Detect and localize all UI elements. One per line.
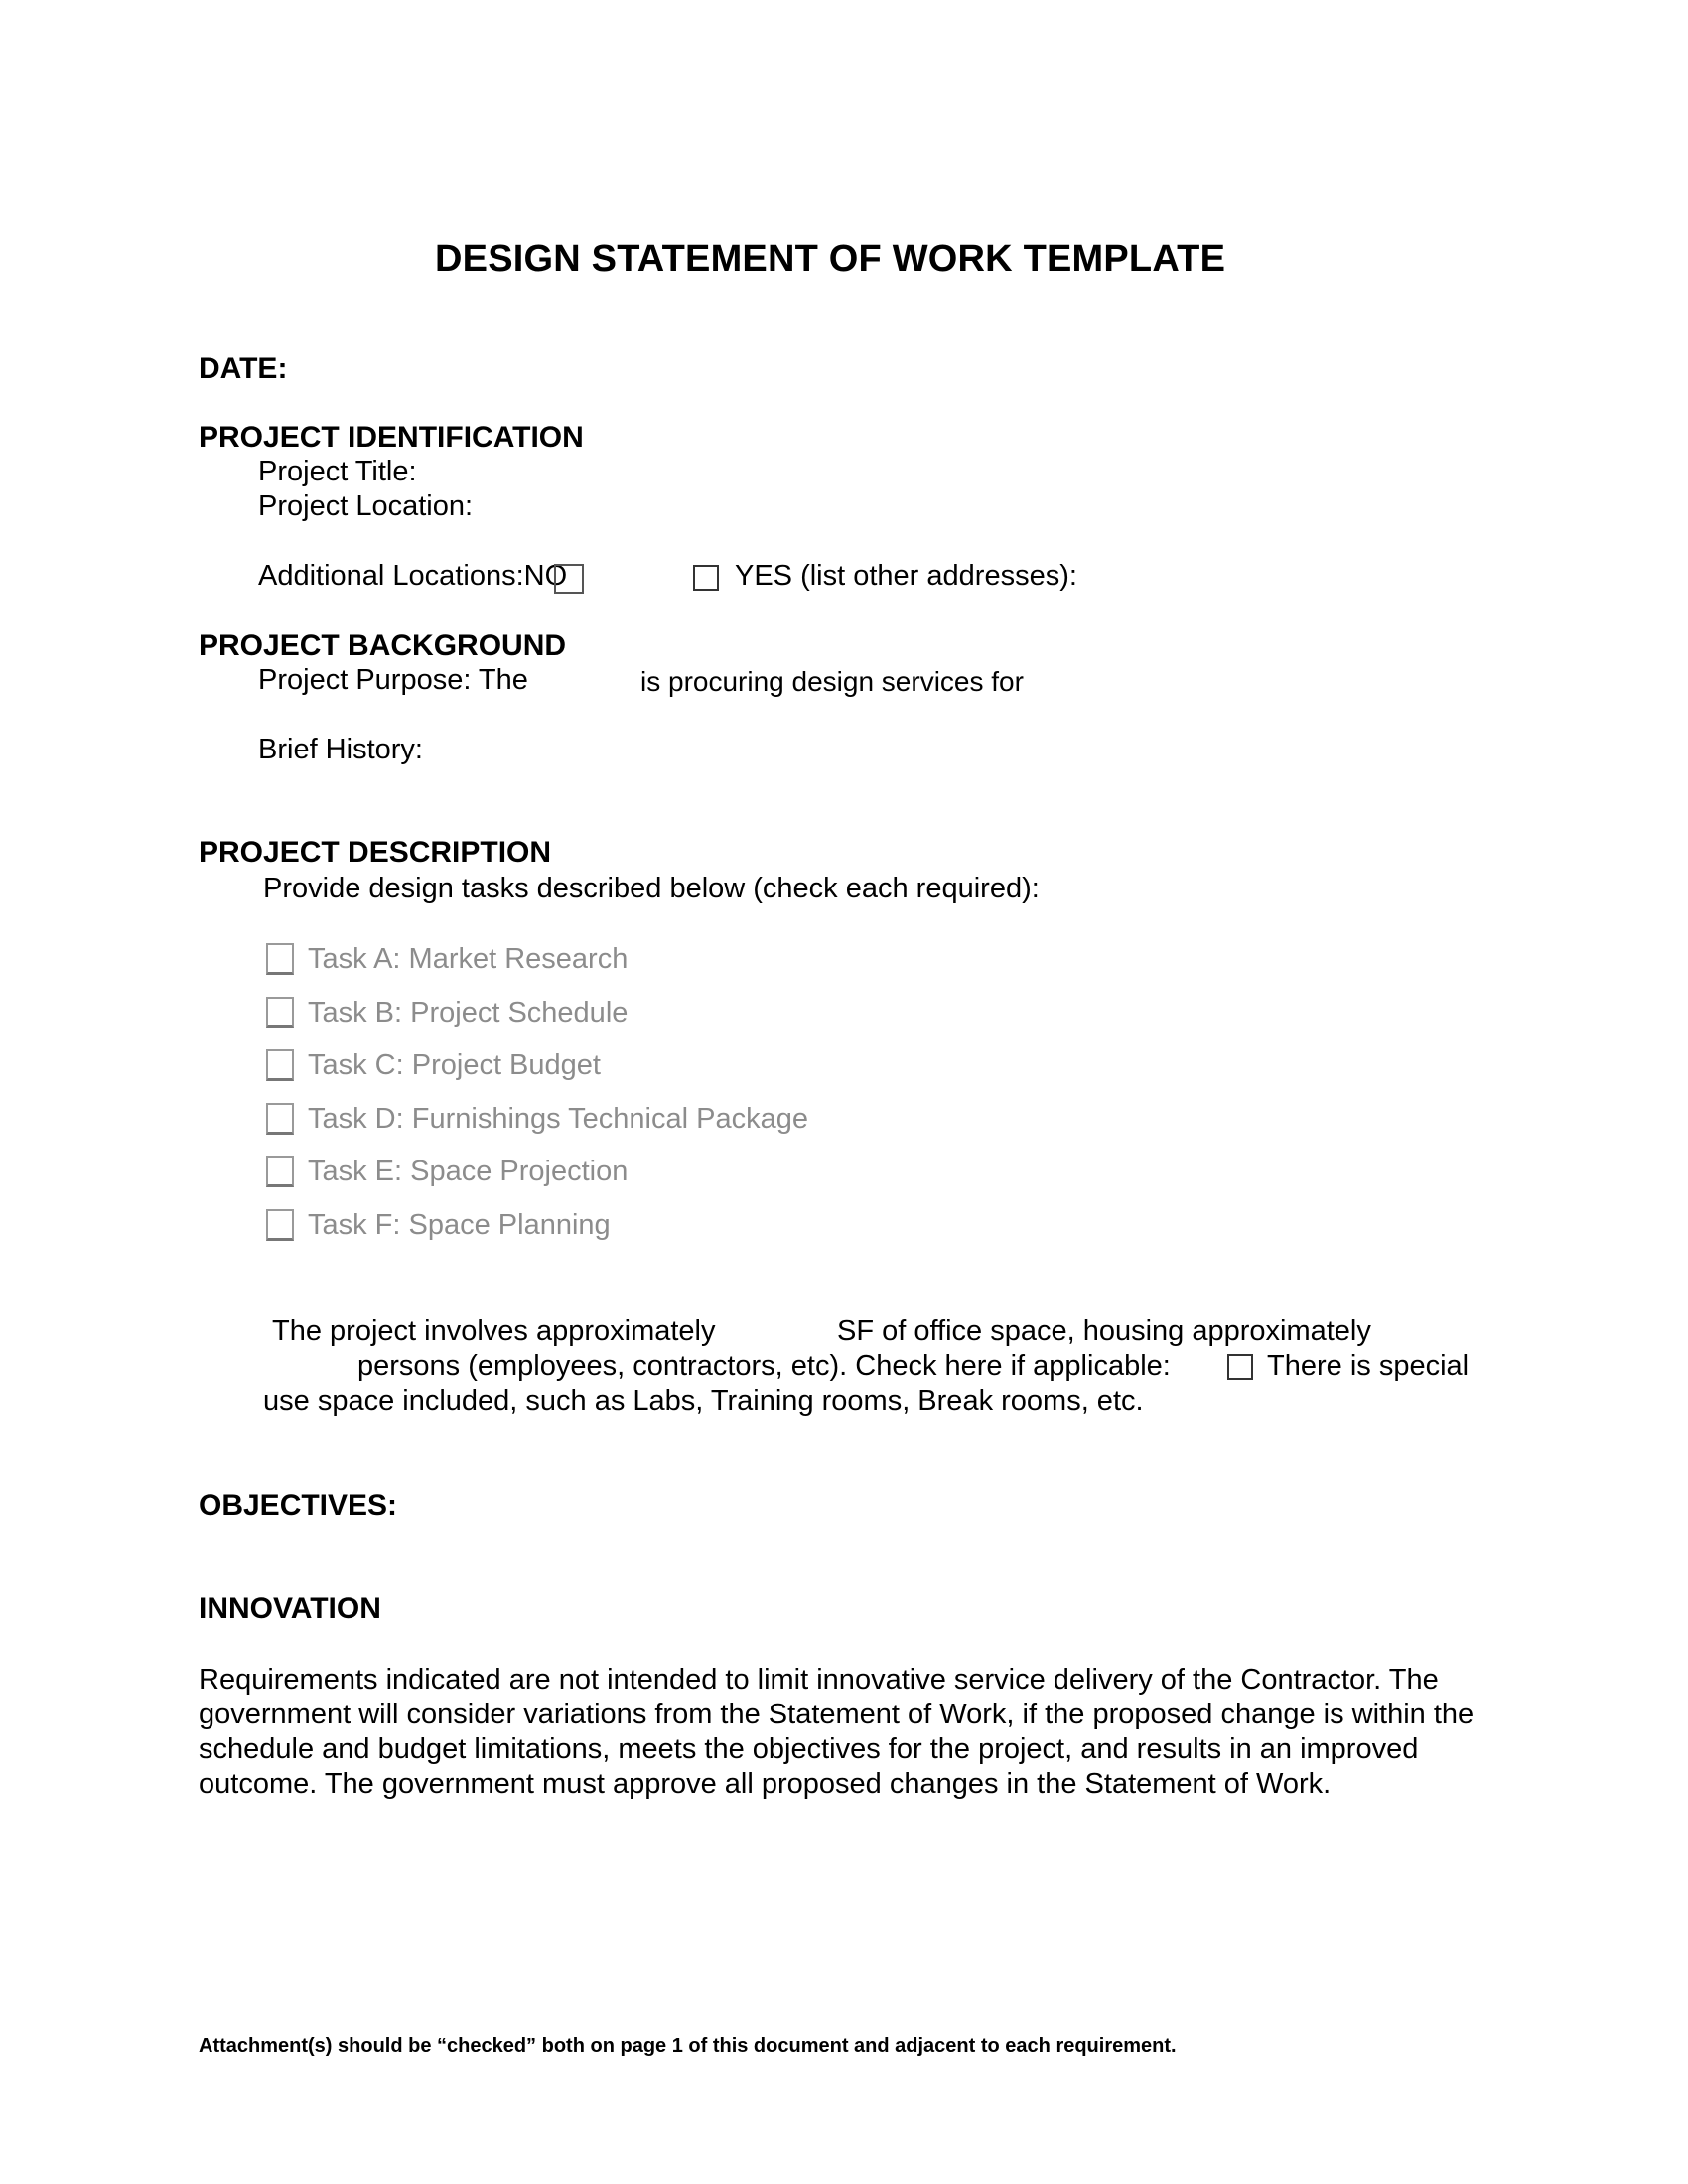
no-checkbox[interactable] xyxy=(554,564,584,594)
project-purpose-label: Project Purpose: The xyxy=(258,664,528,696)
additional-locations-label xyxy=(258,560,567,593)
project-description-heading: PROJECT DESCRIPTION xyxy=(199,836,552,869)
footer-note: Attachment(s) should be “checked” both on page 1 of this document and adjacent to each requirement. xyxy=(199,2035,1177,2057)
task-d-checkbox[interactable] xyxy=(266,1103,294,1135)
innovation-body: Requirements indicated are not intended to limit innovative service delivery of the Contractor. The government will consider variations from the Statement of Work, if the proposed change is within the schedule and budget limitations, meets the objectives for the project, and results in an improved outcome. The government must approve all proposed changes in the Statement of Work. xyxy=(199,1664,1475,1800)
date-label: DATE: xyxy=(199,352,288,385)
task-f-checkbox[interactable] xyxy=(266,1209,294,1241)
task-a-label: Task A: Market Research xyxy=(308,943,629,975)
task-c-checkbox[interactable] xyxy=(266,1049,294,1081)
task-a-checkbox[interactable] xyxy=(266,943,294,975)
document-title: DESIGN STATEMENT OF WORK TEMPLATE xyxy=(435,238,1226,280)
task-b-label: Task B: Project Schedule xyxy=(308,997,629,1028)
brief-history-label: Brief History: xyxy=(258,734,423,765)
objectives-heading: OBJECTIVES: xyxy=(199,1489,398,1522)
project-background-heading: PROJECT BACKGROUND xyxy=(199,629,567,662)
task-d-label: Task D: Furnishings Technical Package xyxy=(308,1103,808,1135)
special-use-checkbox[interactable] xyxy=(1227,1354,1253,1380)
project-description-intro: Provide design tasks described below (check each required): xyxy=(263,873,1040,904)
space-line-3: use space included, such as Labs, Training rooms, Break rooms, etc. xyxy=(263,1385,1144,1417)
innovation-heading: INNOVATION xyxy=(199,1592,381,1625)
task-f-label: Task F: Space Planning xyxy=(308,1209,611,1241)
task-e-label: Task E: Space Projection xyxy=(308,1156,629,1187)
project-title-label: Project Title: xyxy=(258,456,417,487)
project-location-label: Project Location: xyxy=(258,490,474,522)
space-line-1b: SF of office space, housing approximately xyxy=(837,1315,1371,1347)
project-purpose-tail: is procuring design services for xyxy=(640,666,1024,697)
yes-label: YES (list other addresses): xyxy=(735,560,1077,592)
no-label: NO xyxy=(523,560,568,592)
project-identification-heading: PROJECT IDENTIFICATION xyxy=(199,421,584,454)
space-line-1a: The project involves approximately xyxy=(272,1315,716,1347)
task-c-label: Task C: Project Budget xyxy=(308,1049,601,1081)
yes-checkbox[interactable] xyxy=(693,565,719,591)
task-e-checkbox[interactable] xyxy=(266,1156,294,1187)
space-line-2b: There is special xyxy=(1267,1350,1470,1382)
additional-locations-text: Additional Locations: xyxy=(258,560,524,592)
task-b-checkbox[interactable] xyxy=(266,997,294,1028)
space-line-2a: persons (employees, contractors, etc). Check here if applicable: xyxy=(357,1350,1171,1382)
